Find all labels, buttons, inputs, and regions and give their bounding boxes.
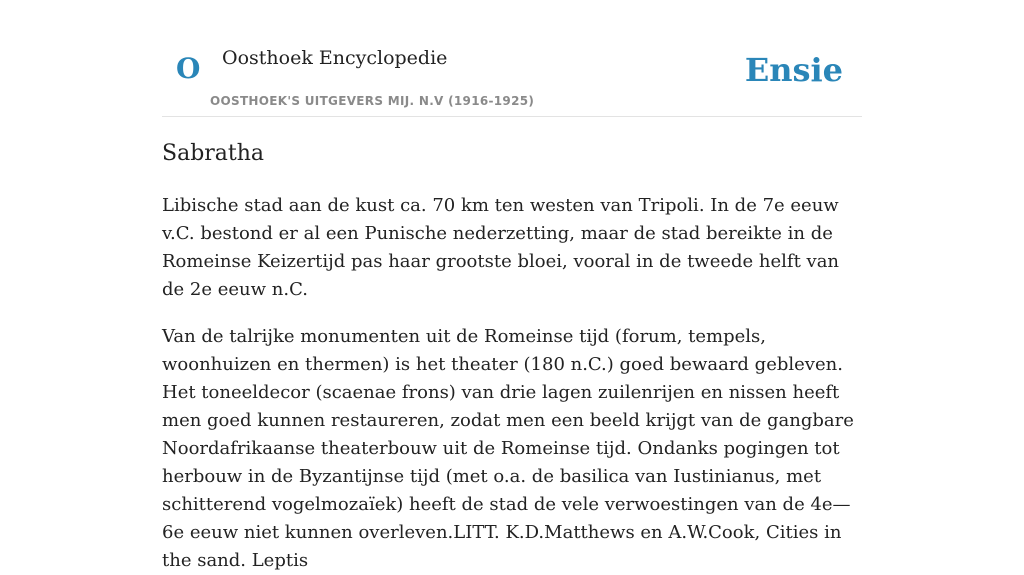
ensie-brand-logo[interactable]: Ensie — [744, 51, 843, 89]
encyclopedia-logo-letter[interactable]: O — [176, 52, 201, 85]
publisher-subtitle: OOSTHOEK'S UITGEVERS MIJ. N.V (1916-1925) — [210, 94, 535, 108]
article-paragraph: Van de talrijke monumenten uit de Romeinse tijd (forum, tempels, woonhuizen en thermen) is het theater (180 n.C.) goed bewaard gebleven. Het toneeldecor (scaenae frons) van drie lagen zuilenrijen en nissen heeft men goed kunnen restaureren, zodat men een beeld krijgt van de gangbare Noordafrikaanse theaterbouw uit de Romeinse tijd. Ondanks pogingen tot herbouw in de Byzantijnse tijd (met o.a. de basilica van Iustinianus, met schitterend vogelmozaïek) heeft de stad de vele verwoestingen van de 4e—6e eeuw niet kunnen overleven.LITT. K.D.Matthews en A.W.Cook, Cities in the sand. Leptis — [162, 326, 854, 571]
article-paragraph: Libische stad aan de kust ca. 70 km ten westen van Tripoli. In de 7e eeuw v.C. bestond er al een Punische nederzetting, maar de stad bereikte in de Romeinse Keizertijd pas haar grootste bloei, vooral in de tweede helft van de 2e eeuw n.C. — [162, 195, 840, 300]
article — [162, 138, 862, 575]
article-title: Sabratha — [162, 141, 265, 166]
site-header — [162, 0, 862, 117]
encyclopedia-title[interactable]: Oosthoek Encyclopedie — [222, 47, 448, 69]
